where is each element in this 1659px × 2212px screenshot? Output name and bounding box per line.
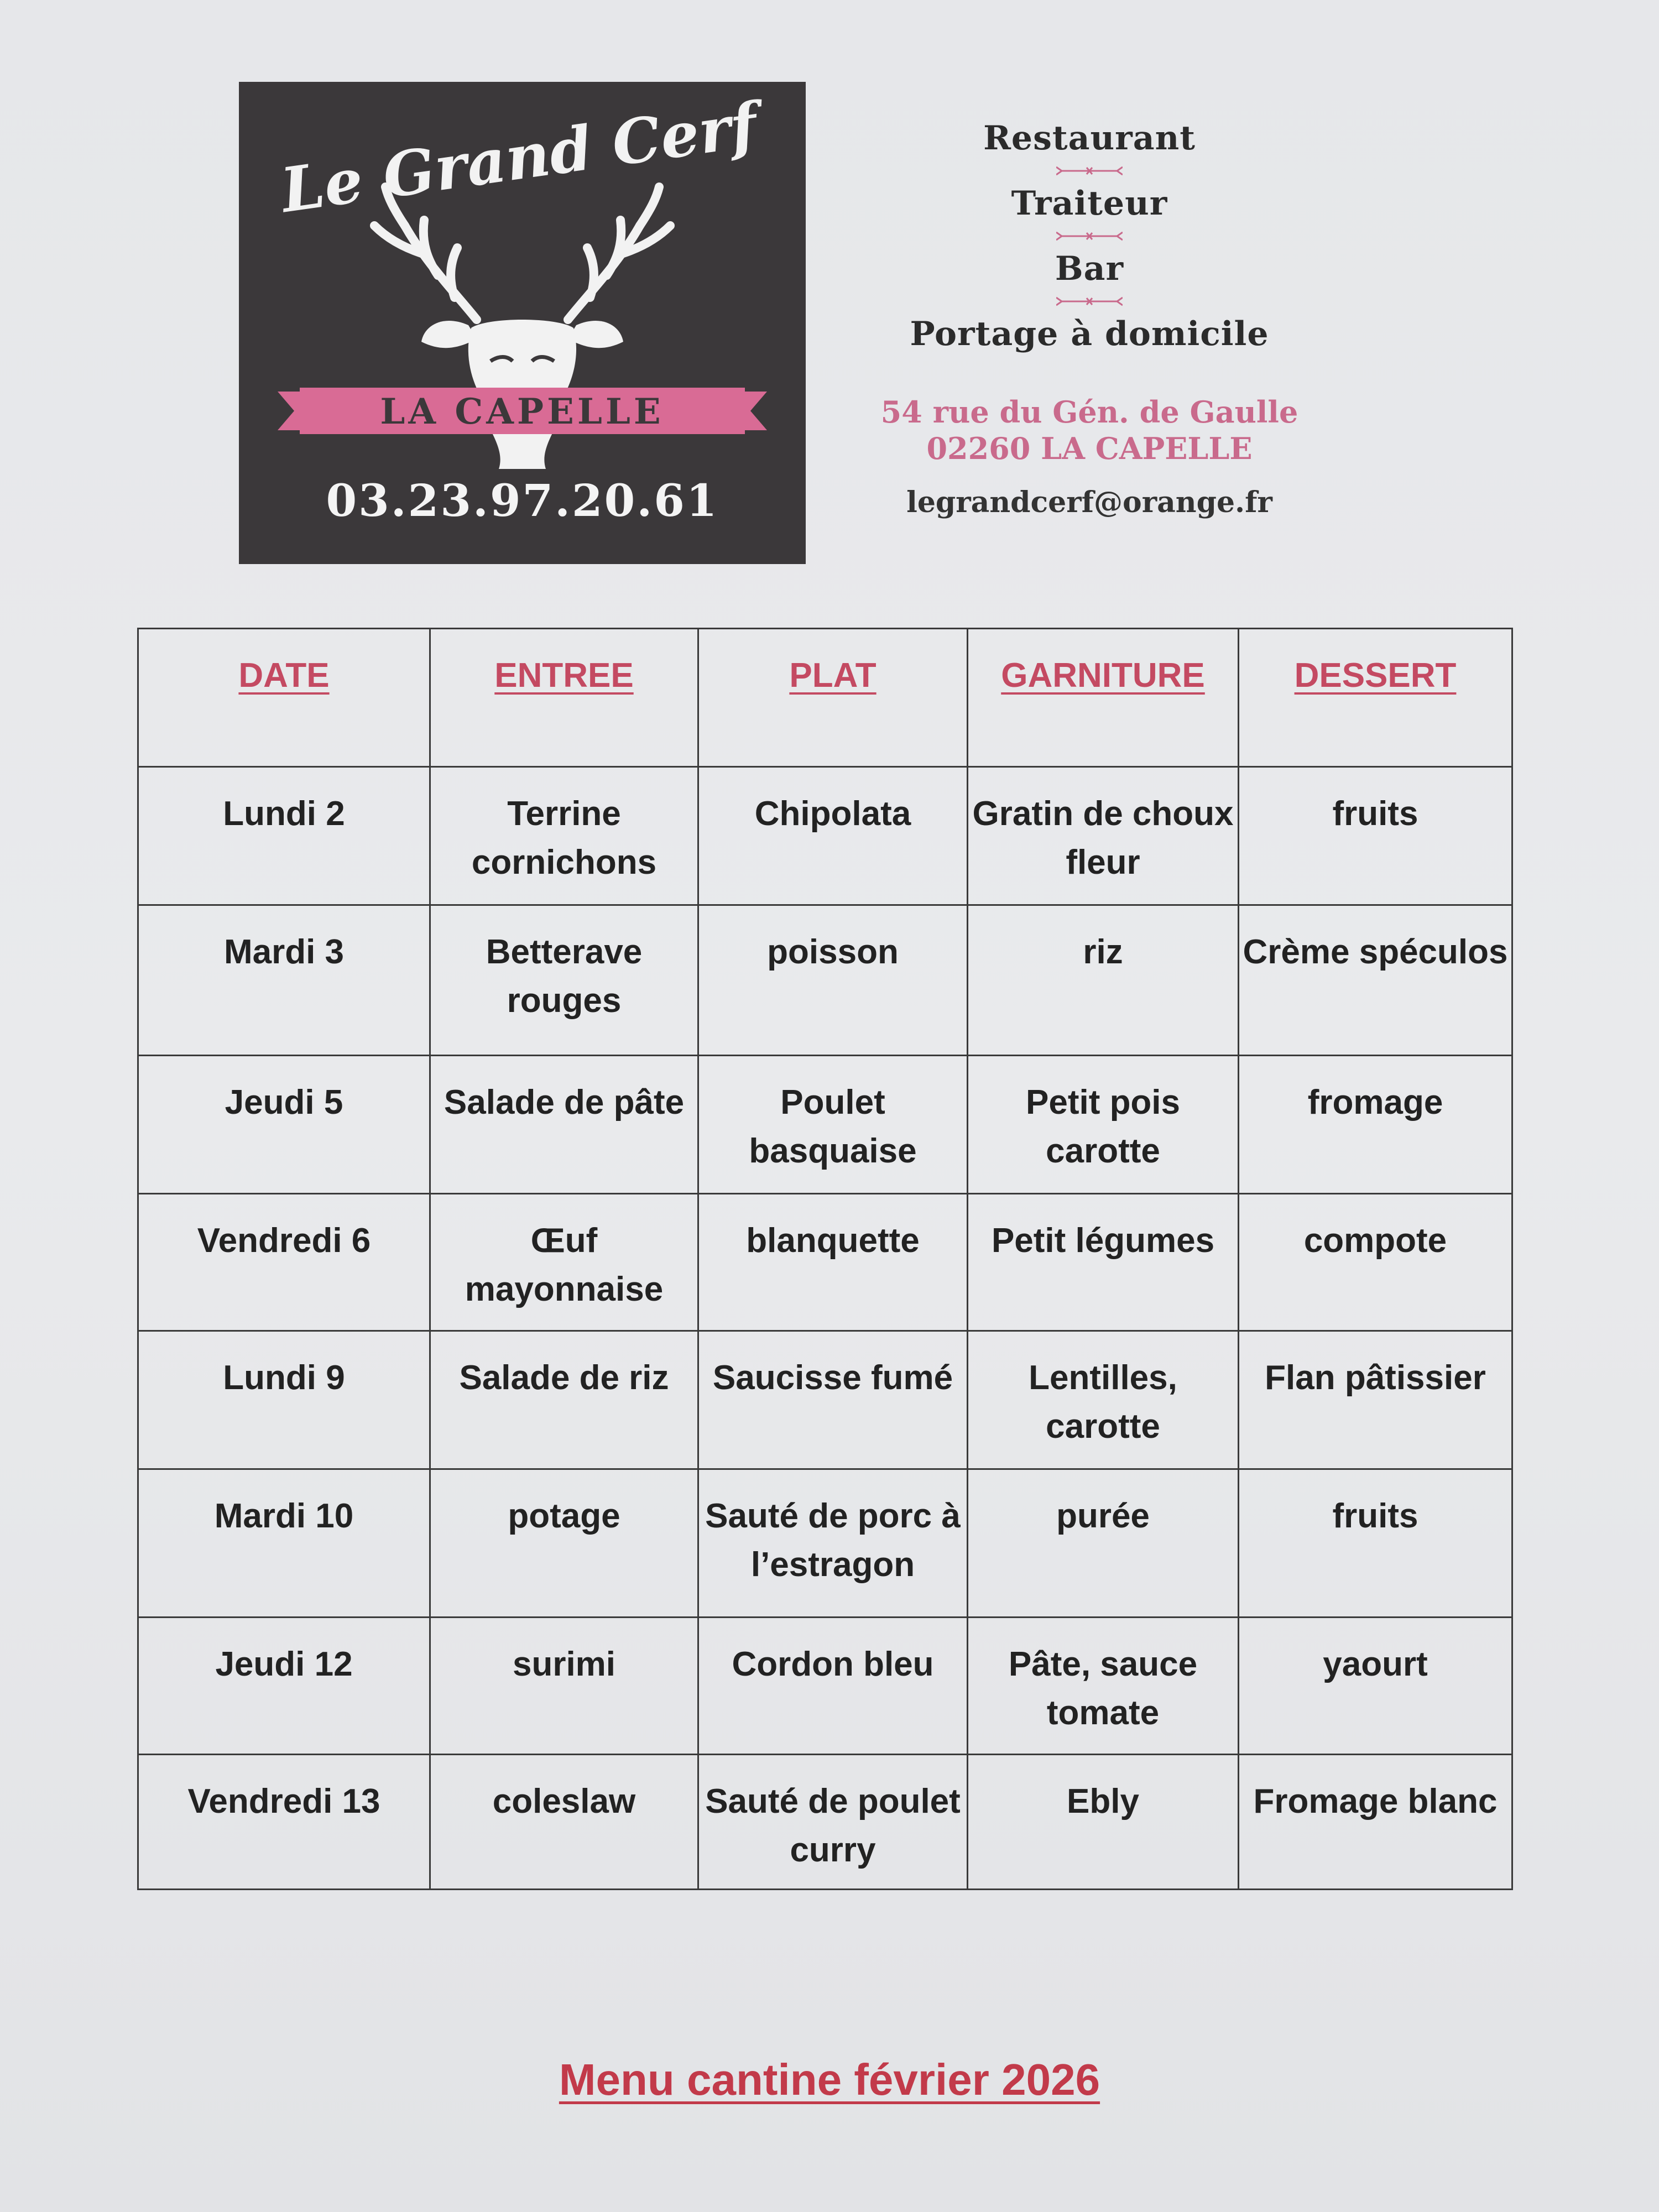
header-dessert: DESSERT: [1239, 629, 1512, 767]
cell-date: Vendredi 6: [138, 1194, 430, 1331]
cell-dessert: fromage: [1239, 1056, 1512, 1194]
email-address: legrandcerf@orange.fr: [906, 486, 1272, 519]
menu-table: [137, 628, 1513, 1890]
cell-date: Mardi 3: [138, 905, 430, 1056]
cell-dessert: compote: [1239, 1194, 1512, 1331]
logo-banner-text: LA CAPELLE: [380, 391, 664, 432]
restaurant-logo: [239, 82, 806, 564]
header-plat: PLAT: [698, 629, 968, 767]
table-row: [138, 905, 1512, 1056]
cell-garniture: Petit pois carotte: [968, 1056, 1239, 1194]
address-line-1: 54 rue du Gén. de Gaulle: [880, 394, 1298, 430]
cell-dessert: Flan pâtissier: [1239, 1331, 1512, 1469]
cell-entree: Salade de pâte: [430, 1056, 698, 1194]
cell-entree: surimi: [430, 1618, 698, 1755]
service-bar: Bar: [1055, 249, 1124, 288]
header-garniture: GARNITURE: [968, 629, 1239, 767]
service-restaurant: Restaurant: [983, 119, 1196, 158]
cell-entree: potage: [430, 1469, 698, 1618]
cell-dessert: Fromage blanc: [1239, 1755, 1512, 1890]
cell-date: Jeudi 5: [138, 1056, 430, 1194]
cell-garniture: Pâte, sauce tomate: [968, 1618, 1239, 1755]
table-row: [138, 1056, 1512, 1194]
cell-plat: Chipolata: [698, 767, 968, 905]
menu-title: Menu cantine février 2026: [559, 2055, 1100, 2104]
address-line-2: 02260 LA CAPELLE: [926, 431, 1253, 466]
cell-entree: Betterave rouges: [430, 905, 698, 1056]
cell-dessert: fruits: [1239, 767, 1512, 905]
cell-date: Jeudi 12: [138, 1618, 430, 1755]
table-row: [138, 1618, 1512, 1755]
header-date: DATE: [138, 629, 430, 767]
ornament-divider: [813, 158, 1366, 184]
table-row: [138, 767, 1512, 905]
cell-entree: coleslaw: [430, 1755, 698, 1890]
cell-date: Lundi 9: [138, 1331, 430, 1469]
cell-entree: Œuf mayonnaise: [430, 1194, 698, 1331]
cell-garniture: Petit légumes: [968, 1194, 1239, 1331]
logo-script-title: Le Grand Cerf: [276, 88, 761, 227]
cell-plat: Sauté de porc à l’estragon: [698, 1469, 968, 1618]
cell-plat: Saucisse fumé: [698, 1331, 968, 1469]
cell-plat: Poulet basquaise: [698, 1056, 968, 1194]
table-row: [138, 1194, 1512, 1331]
services-list: [813, 119, 1366, 353]
header-entree: ENTREE: [430, 629, 698, 767]
ornament-divider: [813, 288, 1366, 315]
cell-garniture: Gratin de choux fleur: [968, 767, 1239, 905]
cell-plat: blanquette: [698, 1194, 968, 1331]
cell-date: Vendredi 13: [138, 1755, 430, 1890]
phone-number: 03.23.97.20.61: [326, 474, 719, 526]
cell-dessert: Crème spéculos: [1239, 905, 1512, 1056]
table-row: [138, 1755, 1512, 1890]
cell-date: Mardi 10: [138, 1469, 430, 1618]
table-header-row: [138, 629, 1512, 767]
table-row: [138, 1469, 1512, 1618]
cell-plat: poisson: [698, 905, 968, 1056]
cell-garniture: Lentilles, carotte: [968, 1331, 1239, 1469]
ornament-divider: [813, 223, 1366, 249]
service-portage: Portage à domicile: [910, 315, 1269, 353]
cell-plat: Sauté de poulet curry: [698, 1755, 968, 1890]
cell-garniture: riz: [968, 905, 1239, 1056]
address: [813, 394, 1366, 467]
cell-dessert: yaourt: [1239, 1618, 1512, 1755]
cell-garniture: purée: [968, 1469, 1239, 1618]
cell-plat: Cordon bleu: [698, 1618, 968, 1755]
service-traiteur: Traiteur: [1011, 184, 1168, 223]
cell-date: Lundi 2: [138, 767, 430, 905]
cell-entree: Terrine cornichons: [430, 767, 698, 905]
cell-entree: Salade de riz: [430, 1331, 698, 1469]
cell-garniture: Ebly: [968, 1755, 1239, 1890]
table-row: [138, 1331, 1512, 1469]
cell-dessert: fruits: [1239, 1469, 1512, 1618]
